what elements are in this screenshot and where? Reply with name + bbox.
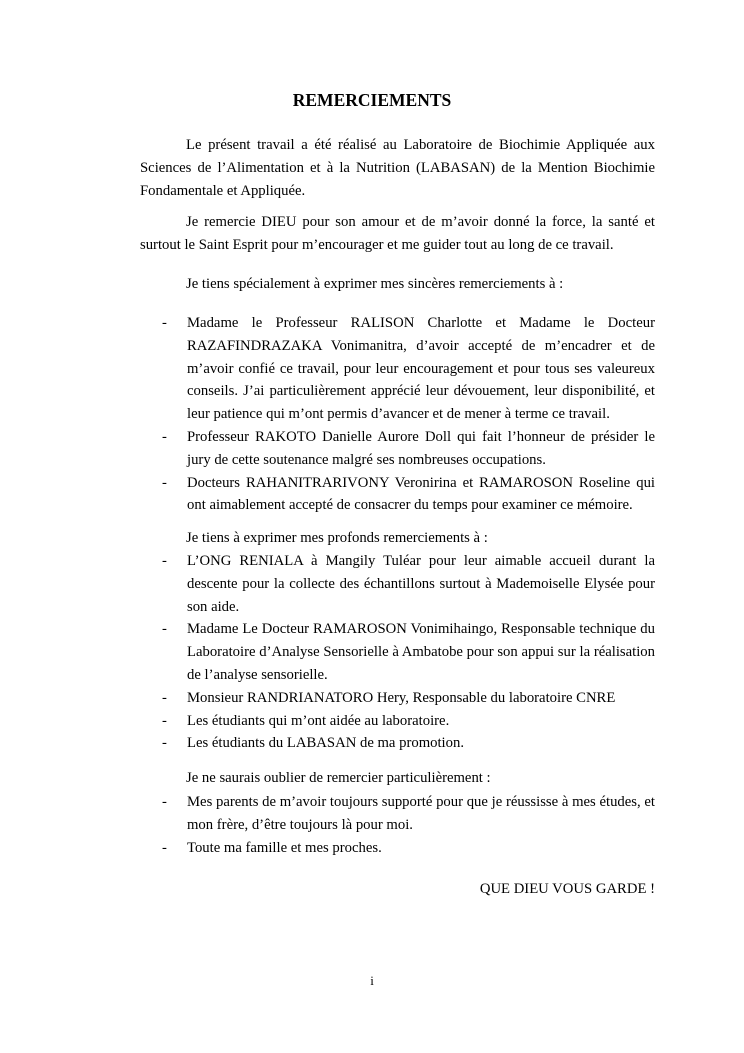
list-item bbox=[140, 710, 655, 733]
acknowledgement-list bbox=[140, 791, 655, 859]
list-item-text: Mes parents de m’avoir toujours supporté pour que je réussisse à mes études, et mon frère, d’être toujours là pour moi. bbox=[187, 794, 655, 833]
bullet-dash: - bbox=[162, 712, 167, 729]
bullet-dash: - bbox=[162, 553, 167, 569]
bullet-dash: - bbox=[162, 839, 167, 856]
list-item bbox=[140, 687, 655, 710]
page-title: REMERCIEMENTS bbox=[292, 90, 452, 110]
list-item bbox=[140, 618, 655, 686]
section-heading: Je tiens à exprimer mes profonds remerciements à : bbox=[186, 530, 488, 546]
list-item-text: Toute ma famille et mes proches. bbox=[187, 839, 382, 856]
closing-line: QUE DIEU VOUS GARDE ! bbox=[479, 881, 655, 897]
list-item-text: Les étudiants du LABASAN de ma promotion. bbox=[187, 735, 464, 752]
list-item-text: Madame Le Docteur RAMAROSON Vonimihaingo, Responsable technique du Laboratoire d’Analyse Sensorielle à Ambatobe pour son appui sur la réalisation de l’analyse sensorielle. bbox=[187, 621, 655, 683]
bullet-dash: - bbox=[162, 689, 167, 706]
page-number: i bbox=[370, 973, 374, 988]
list-item-text: Madame le Professeur RALISON Charlotte et Madame le Docteur RAZAFINDRAZAKA Vonimanitra, d’avoir accepté de m’encadrer et de m’avoir confié ce travail, pour leur encouragement et pour tous ses valeureux conseils. J’ai particulièrement apprécié leur dévouement, leur disponibilité, et leur patience qui m’ont permis d’avancer et de mener à terme ce travail. bbox=[187, 315, 655, 423]
acknowledgement-list bbox=[140, 312, 655, 517]
intro-paragraph: Le présent travail a été réalisé au Laboratoire de Biochimie Appliquée aux Sciences de l’Alimentation et à la Nutrition (LABASAN) de la Mention Biochimie Fondamentale et Appliquée. bbox=[140, 137, 655, 199]
list-item-text: Professeur RAKOTO Danielle Aurore Doll qui fait l’honneur de présider le jury de cette soutenance malgré ses nombreuses occupations. bbox=[187, 428, 655, 468]
section-heading: Je ne saurais oublier de remercier particulièrement : bbox=[186, 770, 491, 786]
list-item-text: Les étudiants qui m’ont aidée au laboratoire. bbox=[187, 712, 450, 729]
bullet-dash: - bbox=[162, 735, 167, 752]
bullet-dash: - bbox=[162, 794, 167, 810]
section-heading: Je tiens spécialement à exprimer mes sincères remerciements à : bbox=[186, 276, 564, 292]
acknowledgement-list bbox=[140, 550, 655, 755]
list-item bbox=[140, 426, 655, 472]
list-item bbox=[140, 837, 655, 860]
list-item bbox=[140, 732, 655, 755]
bullet-dash: - bbox=[162, 474, 167, 491]
bullet-dash: - bbox=[162, 621, 167, 638]
list-item-text: L’ONG RENIALA à Mangily Tuléar pour leur aimable accueil durant la descente pour la collecte des échantillons surtout à Mademoiselle Elysée pour son aide. bbox=[187, 553, 655, 615]
list-item-text: Docteurs RAHANITRARIVONY Veronirina et RAMAROSON Roseline qui ont aimablement accepté de consacrer du temps pour examiner ce mémoire. bbox=[187, 474, 655, 514]
list-item-text: Monsieur RANDRIANATORO Hery, Responsable du laboratoire CNRE bbox=[187, 689, 616, 706]
list-item bbox=[140, 312, 655, 426]
bullet-dash: - bbox=[162, 428, 167, 445]
intro-paragraph: Je remercie DIEU pour son amour et de m’avoir donné la force, la santé et surtout le Saint Esprit pour m’encourager et me guider tout au long de ce travail. bbox=[140, 214, 655, 253]
list-item bbox=[140, 550, 655, 618]
list-item bbox=[140, 791, 655, 837]
bullet-dash: - bbox=[162, 315, 167, 331]
list-item bbox=[140, 472, 655, 518]
